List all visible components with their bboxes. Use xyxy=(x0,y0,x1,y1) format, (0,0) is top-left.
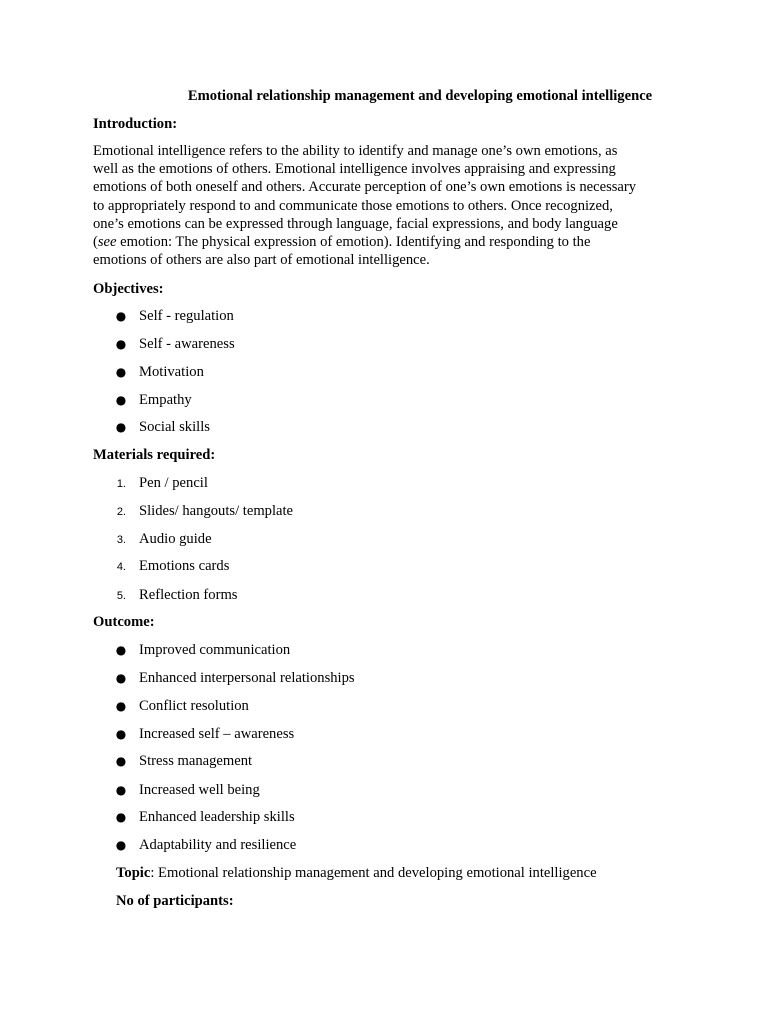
materials-heading: Materials required: xyxy=(93,447,216,463)
intro-line-3: emotions of both oneself and others. Accurate perception of one’s own emotions is necessary xyxy=(93,179,637,196)
intro-line-1: Emotional intelligence refers to the ability to identify and manage one’s own emotions, as xyxy=(93,143,618,159)
list-number: 3. xyxy=(116,534,126,546)
introduction-paragraph xyxy=(93,142,678,269)
list-number: 5. xyxy=(116,590,126,602)
bullet-icon: ● xyxy=(115,420,127,434)
see-italic: see xyxy=(97,234,117,251)
topic-label: Topic xyxy=(116,865,151,881)
intro-line-4: to appropriately respond to and communicate those emotions to others. Once recognized, xyxy=(93,197,613,214)
list-number: 2. xyxy=(116,506,126,518)
intro-line-6: (see emotion: The physical expression of emotion). Identifying and responding to the xyxy=(93,234,591,251)
bullet-icon: ● xyxy=(115,365,127,379)
bullet-icon: ● xyxy=(115,671,127,685)
participants-line xyxy=(116,892,234,910)
introduction-heading: Introduction: xyxy=(93,116,178,132)
bullet-icon: ● xyxy=(115,783,127,797)
bullet-icon: ● xyxy=(115,838,127,852)
bullet-icon: ● xyxy=(115,810,127,824)
bullet-icon: ● xyxy=(115,309,127,323)
bullet-icon: ● xyxy=(115,337,127,351)
document-title: Emotional relationship management and developing emotional intelligence xyxy=(187,88,653,104)
intro-line-2: well as the emotions of others. Emotional intelligence involves appraising and expressing xyxy=(93,161,616,178)
intro-line-7: emotions of others are also part of emotional intelligence. xyxy=(93,252,430,269)
bullet-icon: ● xyxy=(115,754,127,768)
objectives-heading: Objectives: xyxy=(93,281,164,297)
list-number: 1. xyxy=(116,478,126,490)
bullet-icon: ● xyxy=(115,643,127,657)
participants-label: No of participants: xyxy=(116,893,234,909)
list-number: 4. xyxy=(116,561,126,573)
topic-line xyxy=(116,864,597,882)
bullet-icon: ● xyxy=(115,393,127,407)
document-page: Emotional relationship management and developing emotional intelligence Introduction: Emotional intelligence refers to the ability to identify and manage one’s own emotions, as well as the emotions of others. Emotional intelligence involves appraising and expressing emotions of both oneself and others. Accurate perception of one’s own emotions is necessary to appropriately respond to and communicate those emotions to others. Once recognized, one’s emotions can be expressed through language, facial expressions, and body language (see emotion: The physical expression of emotion). Identifying and responding to the emotions of others are also part of emotional intelligence. Objectives: ● Self - regulation ● Self - awareness ● Motivation ● Empathy ● Social skills Materials required: 1. Pen / pencil 2. Slides/ hangouts/ template 3. Audio guide 4. Emotions cards 5. Reflection forms Outcome: ● Improved communication ● Enhanced interpersonal relationships ● Conflict resolution ● Increased self – awareness ● Stress management ● Increased well being ● Enhanced leadership skills ● Adaptability and resilience Topic: Emotional relationship management and developing emotional intelligence No of participants: xyxy=(0,0,768,1024)
bullet-icon: ● xyxy=(115,727,127,741)
bullet-icon: ● xyxy=(115,699,127,713)
outcome-heading: Outcome: xyxy=(93,614,155,630)
intro-line-5: one’s emotions can be expressed through language, facial expressions, and body language xyxy=(93,215,618,232)
topic-value: : Emotional relationship management and developing emotional intelligence xyxy=(150,865,597,881)
